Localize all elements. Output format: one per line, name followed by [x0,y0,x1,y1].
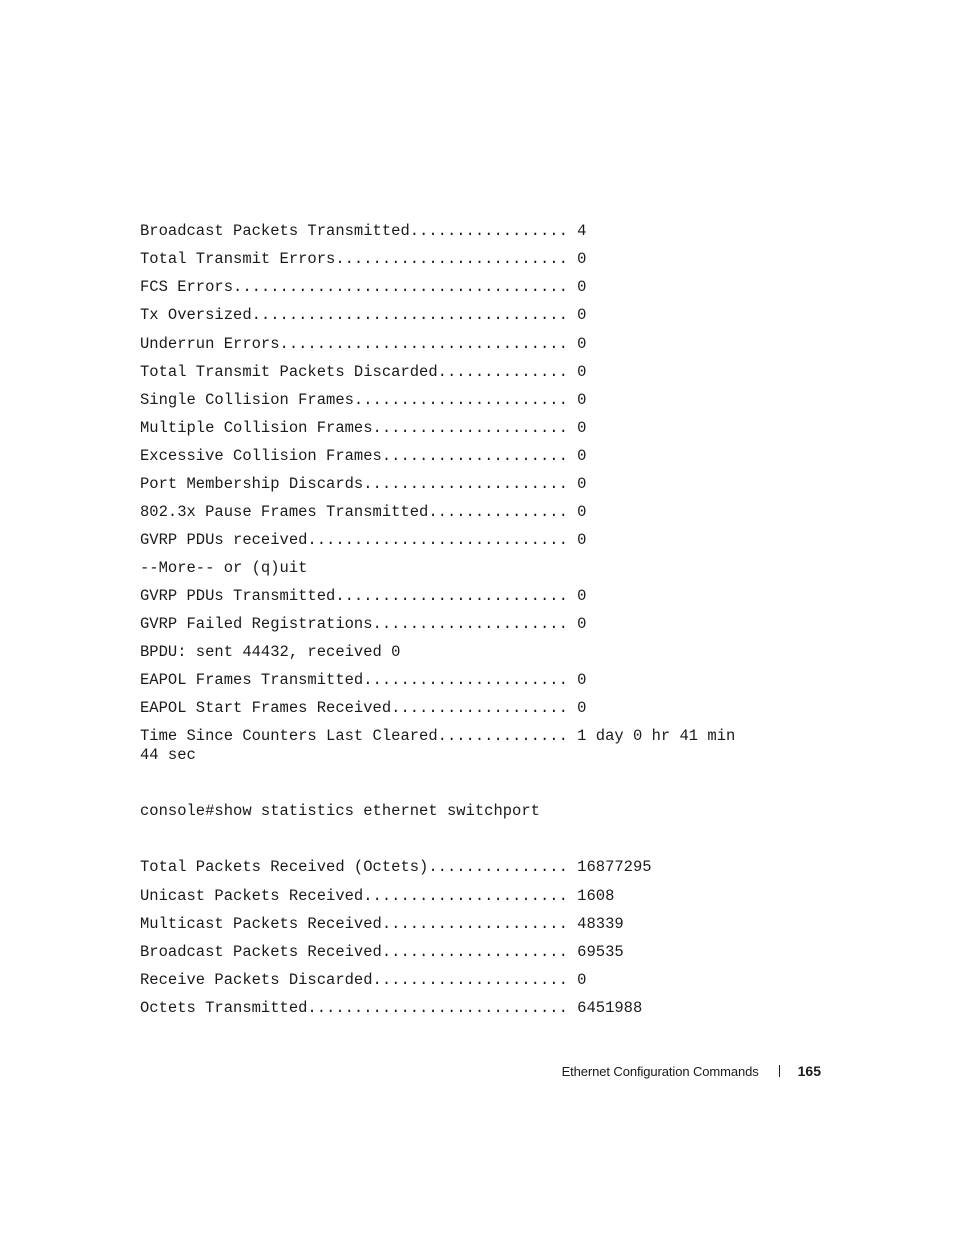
code-line: Total Transmit Errors......................... 0 [140,250,587,268]
code-line: Receive Packets Discarded..................... 0 [140,971,587,989]
code-line: Total Transmit Packets Discarded.............. 0 [140,363,587,381]
code-line: EAPOL Frames Transmitted...................... 0 [140,671,587,689]
code-line: Excessive Collision Frames.................... 0 [140,447,587,465]
code-line: 44 sec [140,746,196,764]
code-line: Tx Oversized.................................. 0 [140,306,587,324]
code-line: Octets Transmitted............................ 6451988 [140,999,643,1017]
code-line: Total Packets Received (Octets)............... 16877295 [140,858,652,876]
page-footer [0,1061,821,1081]
code-line: Port Membership Discards...................... 0 [140,475,587,493]
code-line: Multiple Collision Frames..................... 0 [140,419,587,437]
code-line: Single Collision Frames....................... 0 [140,391,587,409]
code-line: BPDU: sent 44432, received 0 [140,643,401,661]
code-line: 802.3x Pause Frames Transmitted............... 0 [140,503,587,521]
footer-divider [779,1065,780,1077]
code-line: Time Since Counters Last Cleared.............. 1 day 0 hr 41 min [140,727,736,745]
code-line: --More-- or (q)uit [140,559,308,577]
code-line: Unicast Packets Received...................... 1608 [140,887,615,905]
code-line: Multicast Packets Received.................... 48339 [140,915,624,933]
code-line: Broadcast Packets Transmitted................. 4 [140,222,587,240]
code-line: GVRP Failed Registrations..................... 0 [140,615,587,633]
footer-section-title: Ethernet Configuration Commands [561,1063,759,1079]
code-line: EAPOL Start Frames Received................... 0 [140,699,587,717]
code-line: FCS Errors.................................... 0 [140,278,587,296]
code-line: Broadcast Packets Received.................... 69535 [140,943,624,961]
code-line: GVRP PDUs received............................ 0 [140,531,587,549]
page-number: 165 [797,1063,821,1079]
code-line: GVRP PDUs Transmitted......................... 0 [140,587,587,605]
command-line: console#show statistics ethernet switchport [140,802,540,820]
code-line: Underrun Errors............................... 0 [140,335,587,353]
